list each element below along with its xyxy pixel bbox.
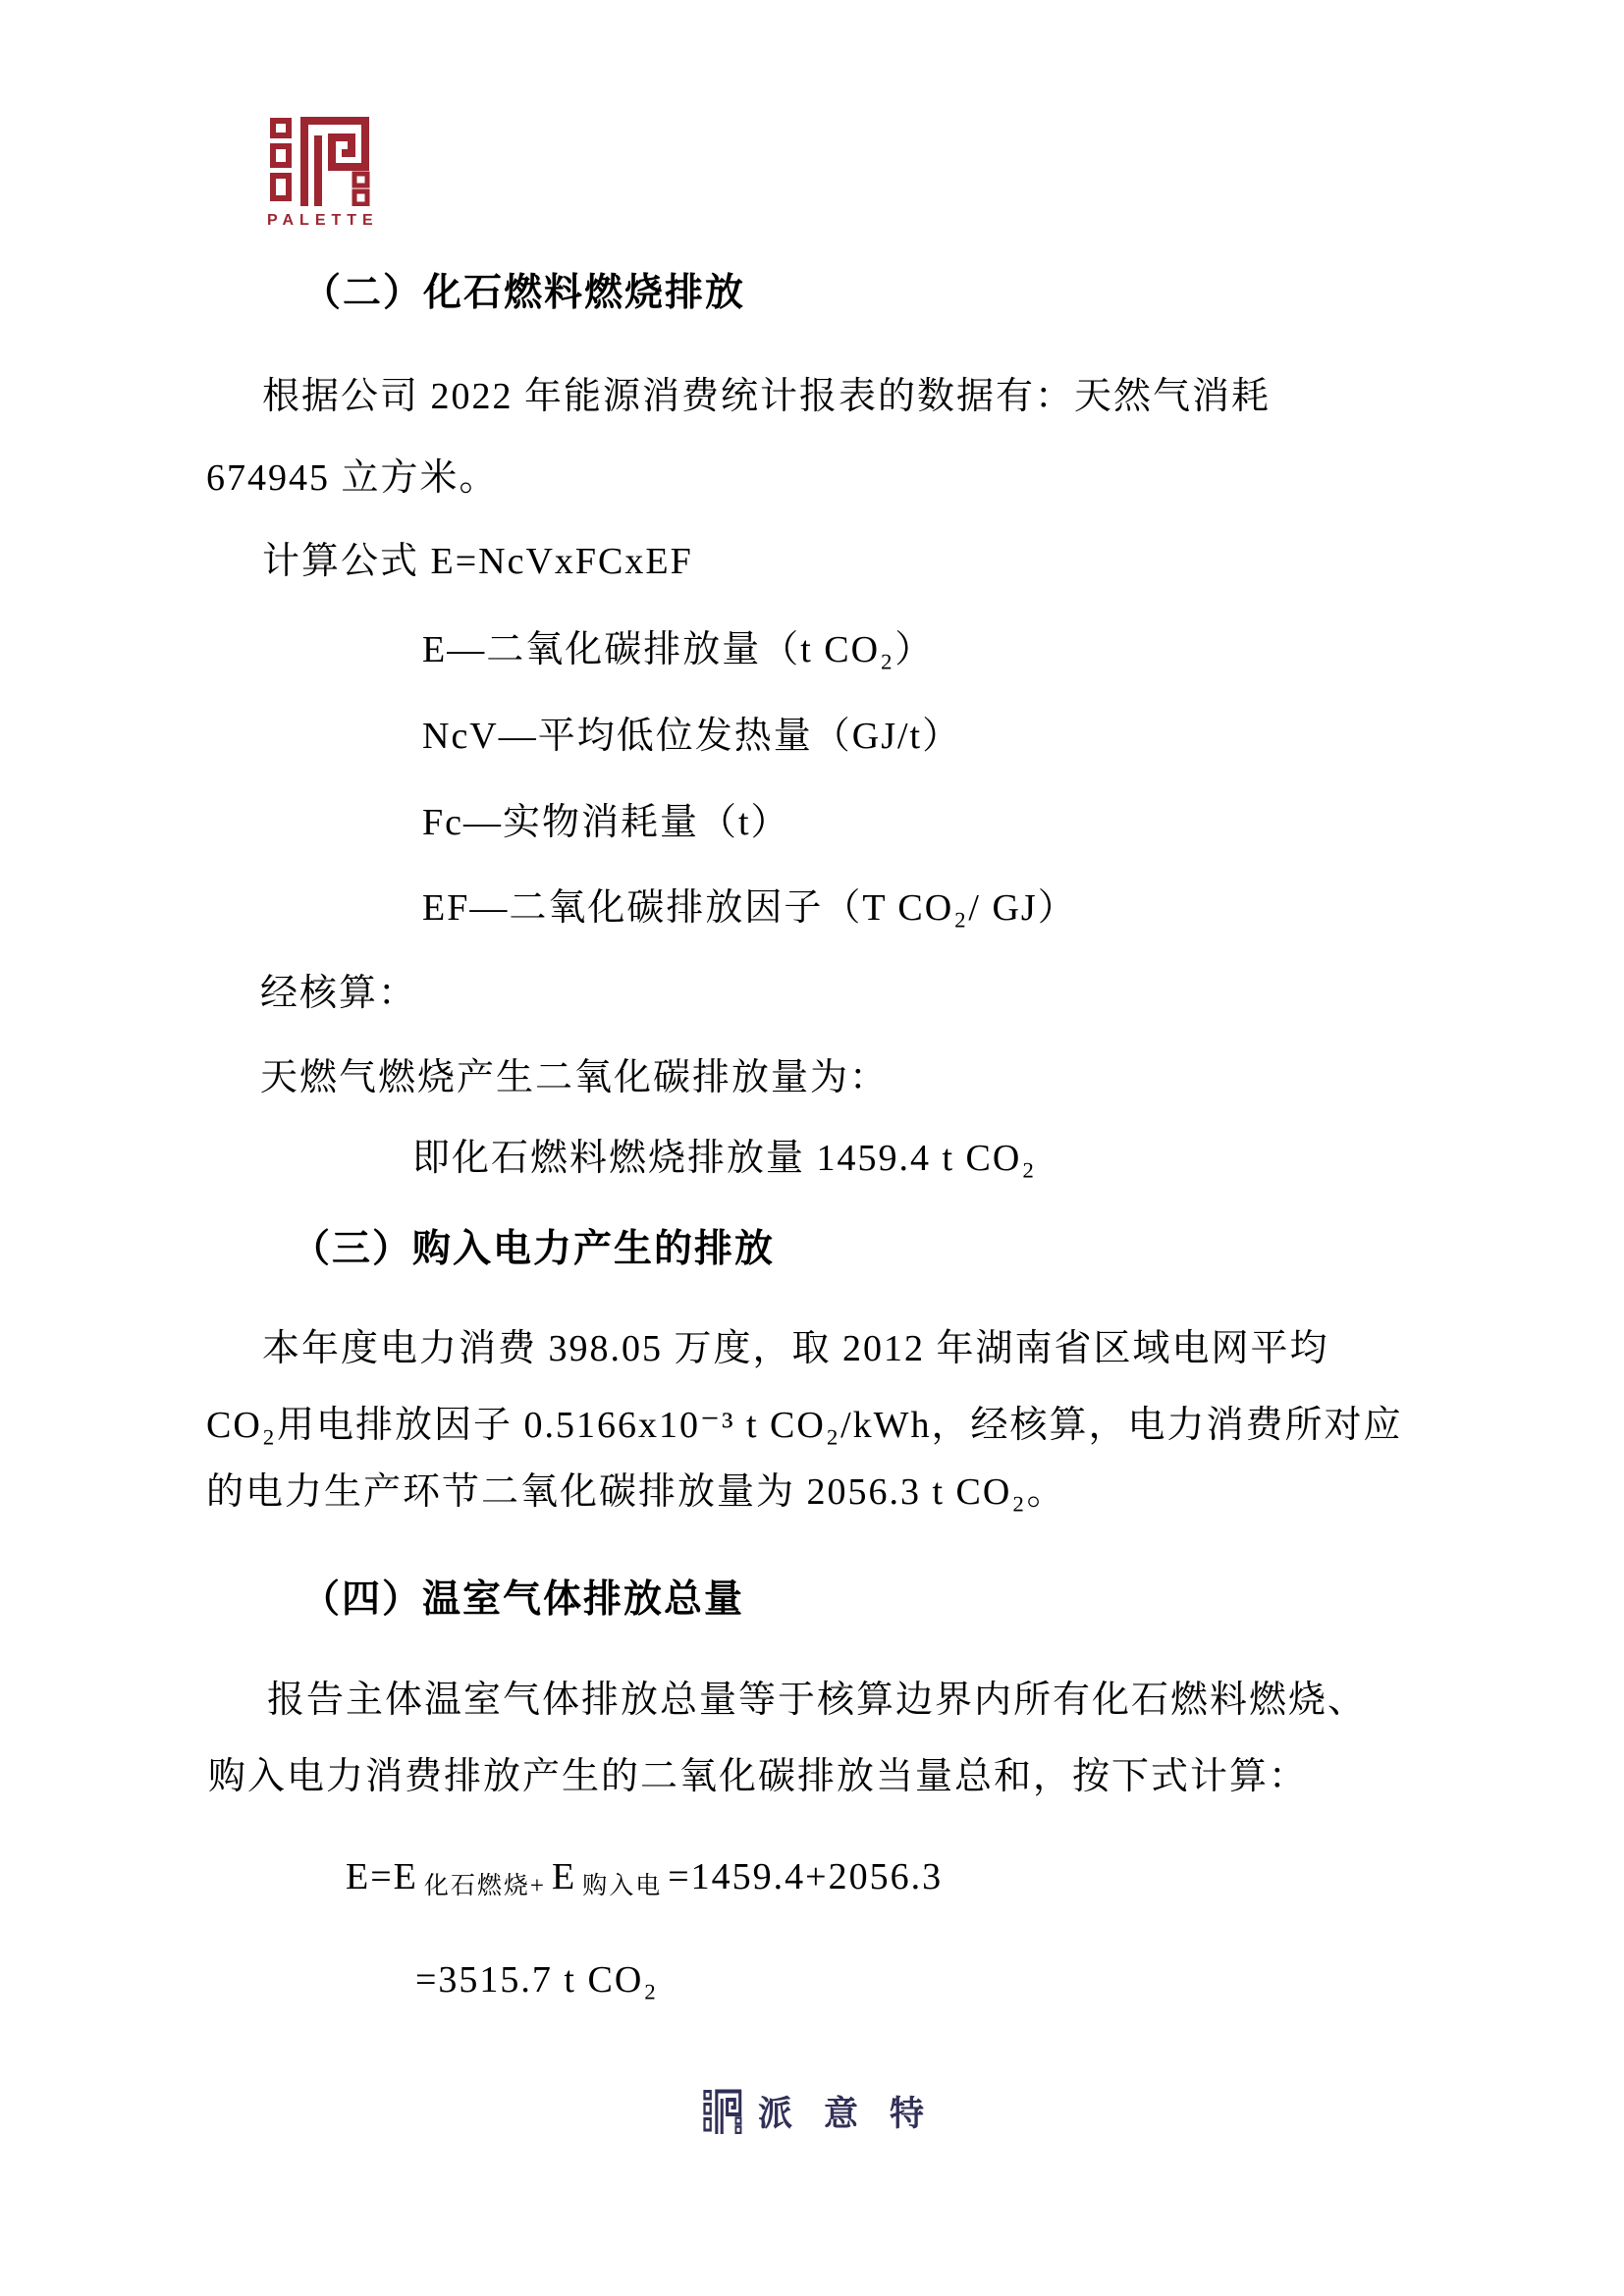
palette-logo-text: PALETTE [267, 212, 379, 229]
formula-intro: 计算公式 E=NcVxFCxEF [262, 541, 693, 582]
para-energy-report-line1: 根据公司 2022 年能源消费统计报表的数据有：天然气消耗 [262, 376, 1272, 417]
formula-subscript-electricity: 购入电 [582, 1873, 663, 1899]
para-electricity-line3: 的电力生产环节二氧化碳排放量为 2056.3 t CO₂。 [206, 1471, 1066, 1513]
definition-fc: Fc—实物消耗量（t） [422, 802, 790, 843]
heading-total-ghg: （四）温室气体排放总量 [301, 1578, 745, 1621]
heading-fossil-fuel-emissions: （二）化石燃料燃烧排放 [302, 272, 746, 314]
footer-wordmark: 派意特 [758, 2095, 956, 2133]
formula-sum: =1459.4+2056.3 [668, 1856, 944, 1897]
palette-logo-icon [269, 116, 371, 206]
formula-e-left: E=E [346, 1856, 418, 1897]
gas-result-label: 天燃气燃烧产生二氧化碳排放量为： [260, 1057, 890, 1098]
definition-ncv: NcV—平均低位发热量（GJ/t） [422, 716, 962, 757]
palette-logo [267, 116, 379, 230]
heading-purchased-electricity: （三）购入电力产生的排放 [292, 1228, 776, 1270]
footer-logo-icon [703, 2089, 742, 2134]
fossil-result-value: 即化石燃料燃烧排放量 1459.4 t CO₂ [412, 1138, 1037, 1179]
footer-brand [703, 2087, 955, 2136]
definition-ef: EF—二氧化碳排放因子（T CO₂/ GJ） [422, 887, 1077, 929]
total-emission-formula [346, 1855, 943, 1901]
formula-subscript-fossil: 化石燃烧+ [423, 1873, 546, 1899]
para-total-line1: 报告主体温室气体排放总量等于核算边界内所有化石燃料燃烧、 [267, 1680, 1368, 1721]
definition-e: E—二氧化碳排放量（t CO₂） [422, 629, 935, 670]
formula-e-right: E [551, 1856, 577, 1897]
para-energy-report-line2: 674945 立方米。 [206, 457, 499, 499]
para-electricity-line2: CO₂用电排放因子 0.5166x10⁻³ t CO₂/kWh，经核算，电力消费所对应 [206, 1405, 1403, 1446]
after-check-label: 经核算： [260, 973, 418, 1014]
para-electricity-line1: 本年度电力消费 398.05 万度，取 2012 年湖南省区域电网平均 [262, 1328, 1329, 1369]
total-result-value: =3515.7 t CO₂ [415, 1959, 659, 2001]
para-total-line2: 购入电力消费排放产生的二氧化碳排放当量总和，按下式计算： [208, 1756, 1309, 1797]
